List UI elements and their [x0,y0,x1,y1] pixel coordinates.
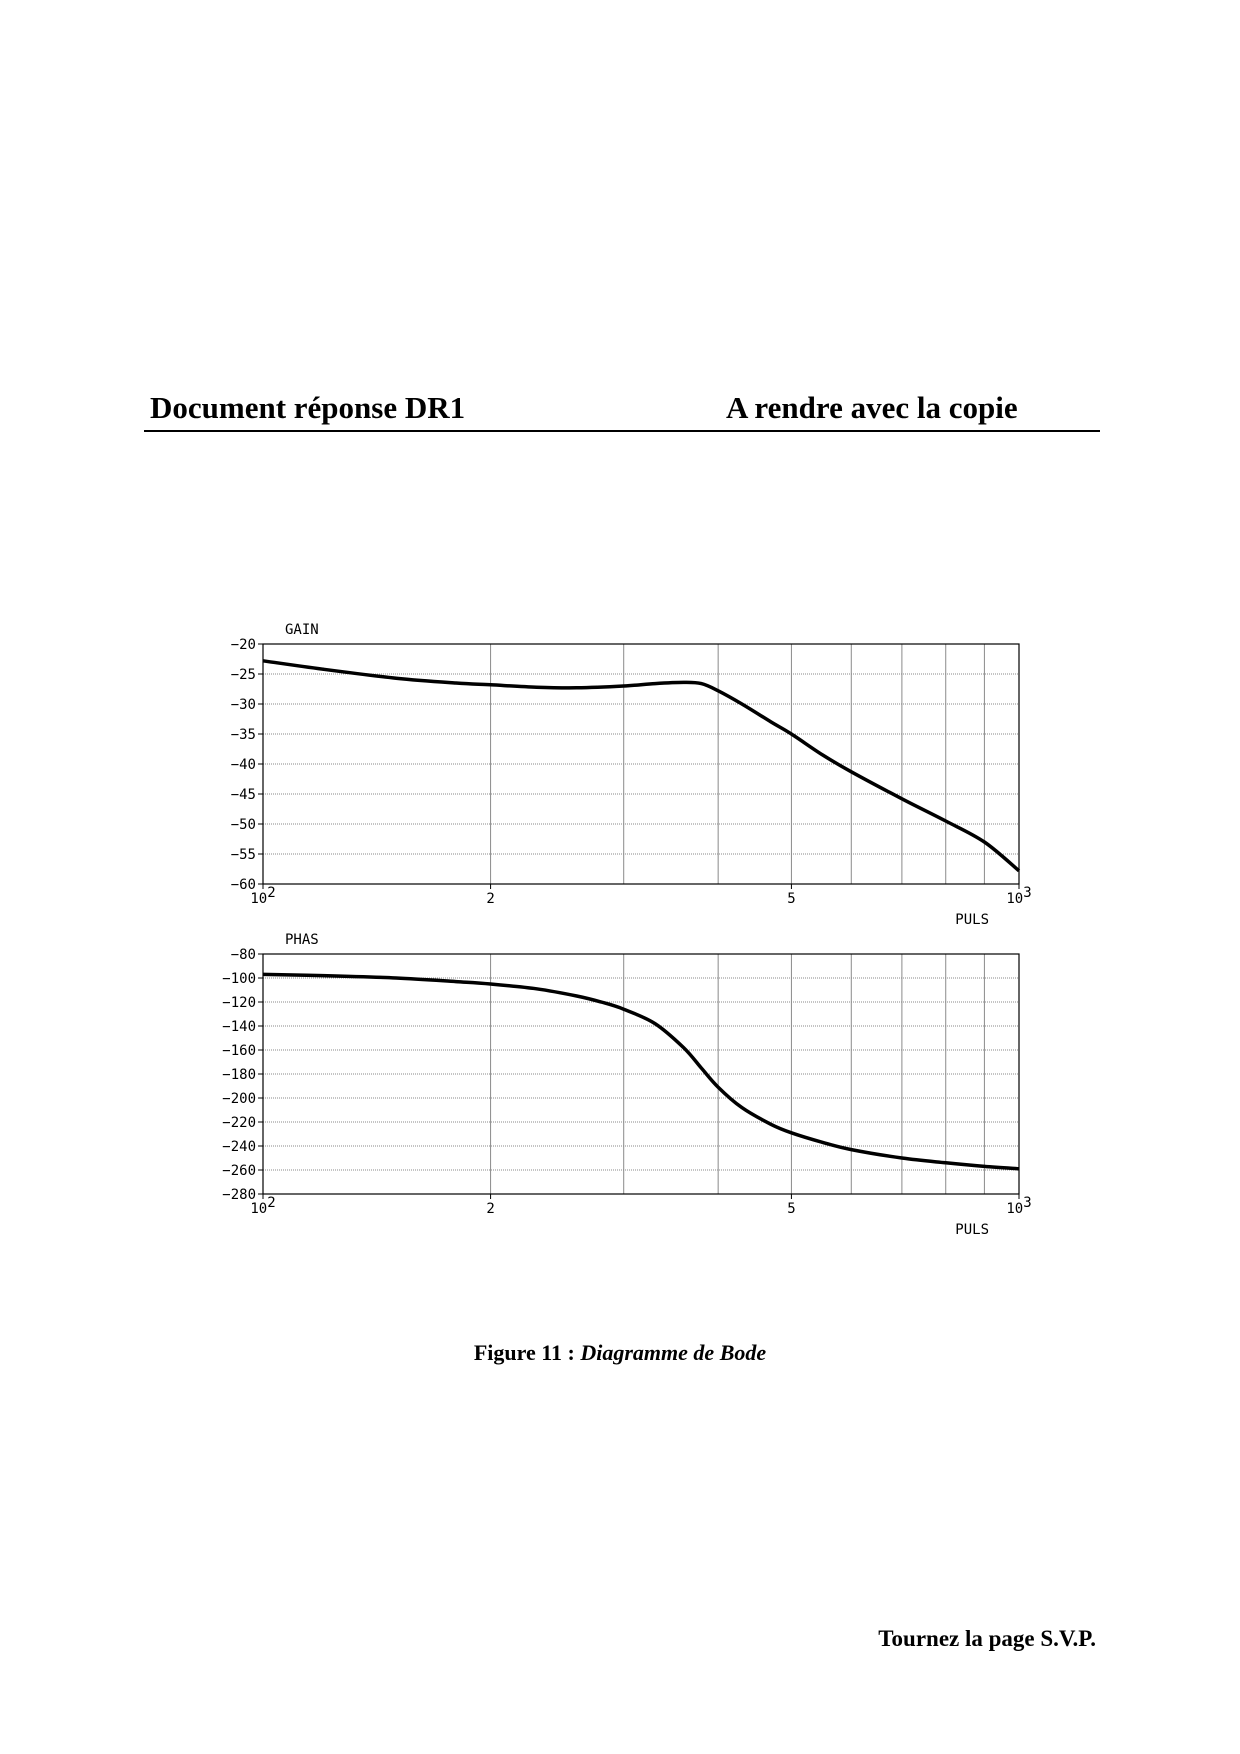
series-line-gain [263,661,1019,871]
header-instruction: A rendre avec la copie [726,390,1018,425]
x-tick-label: 103 [1006,1195,1032,1217]
chart-title: GAIN [285,622,319,638]
y-tick-label: −25 [230,667,256,683]
y-tick-label: −260 [222,1163,256,1179]
y-tick-label: −280 [222,1187,256,1203]
y-tick-label: −50 [230,817,256,833]
y-tick-label: −40 [230,757,256,773]
series-line-phas [263,974,1019,1168]
x-tick-label: 102 [250,885,276,907]
y-tick-label: −30 [230,697,256,713]
y-tick-label: −20 [230,637,256,653]
y-tick-label: −120 [222,995,256,1011]
y-tick-label: −100 [222,971,256,987]
y-tick-label: −220 [222,1115,256,1131]
y-tick-label: −180 [222,1067,256,1083]
y-tick-label: −200 [222,1091,256,1107]
x-tick-label: 103 [1006,885,1032,907]
x-tick-label: 2 [486,891,495,907]
x-tick-label: 5 [787,891,796,907]
y-tick-label: −240 [222,1139,256,1155]
x-tick-label: 2 [486,1201,495,1217]
chart-title: PHAS [285,932,319,948]
y-tick-label: −80 [230,947,256,963]
figure-title: Diagramme de Bode [580,1340,767,1365]
y-tick-label: −60 [230,877,256,893]
page-footer: Tournez la page S.V.P. [878,1626,1096,1651]
y-tick-label: −160 [222,1043,256,1059]
x-tick-label: 5 [787,1201,796,1217]
chart-phas [222,932,1031,1238]
x-axis-label: PULS [955,1222,989,1238]
figure-caption [0,1340,1240,1366]
figure-label: Figure 11 : [473,1340,581,1365]
header-title: Document réponse DR1 [150,390,466,425]
y-tick-label: −55 [230,847,256,863]
x-axis-label: PULS [955,912,989,928]
x-tick-label: 102 [250,1195,276,1217]
y-tick-label: −35 [230,727,256,743]
chart-gain [231,622,1032,928]
y-tick-label: −45 [230,787,256,803]
y-tick-label: −140 [222,1019,256,1035]
